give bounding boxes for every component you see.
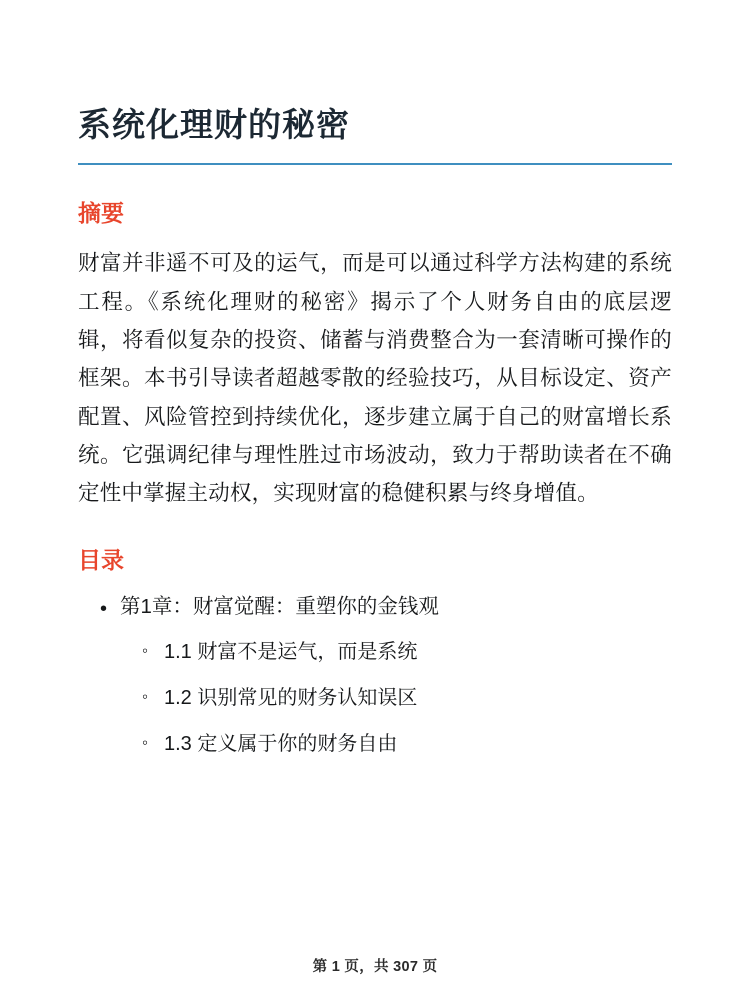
toc-subitem[interactable]	[120, 683, 672, 713]
toc-chapter-label: 第1章：财富觉醒：重塑你的金钱观	[120, 595, 439, 619]
toc-subitem-label: 1.1 财富不是运气，而是系统	[164, 640, 418, 663]
circle-bullet-icon: ◦	[142, 687, 149, 707]
page-footer: 第 1 页，共 307 页	[312, 959, 438, 975]
toc-subitem-label: 1.2 识别常见的财务认知误区	[164, 686, 418, 709]
bullet-icon: •	[100, 597, 108, 620]
toc-subitem[interactable]	[120, 729, 672, 759]
circle-bullet-icon: ◦	[142, 733, 149, 753]
toc-subsection-list	[120, 637, 672, 759]
page-title: 系统化理财的秘密	[78, 106, 350, 143]
toc-subitem-label: 1.3 定义属于你的财务自由	[164, 732, 398, 755]
abstract-body: 财富并非遥不可及的运气，而是可以通过科学方法构建的系统工程。《系统化理财的秘密》揭示了个人财务自由的底层逻辑，将看似复杂的投资、储蓄与消费整合为一套清晰可操作的框架。本书引导读者超越零散的经验技巧，从目标设定、资产配置、风险管控到持续优化，逐步建立属于自己的财富增长系统。它强调纪律与理性胜过市场波动，致力于帮助读者在不确定性中掌握主动权，实现财富的稳健积累与终身增值。	[78, 251, 672, 506]
toc-subitem[interactable]	[120, 637, 672, 667]
abstract-heading: 摘要	[78, 199, 124, 226]
toc-chapter[interactable]	[78, 592, 672, 759]
circle-bullet-icon: ◦	[142, 641, 149, 661]
table-of-contents	[78, 592, 672, 759]
title-divider	[78, 163, 672, 165]
toc-heading: 目录	[78, 547, 124, 574]
